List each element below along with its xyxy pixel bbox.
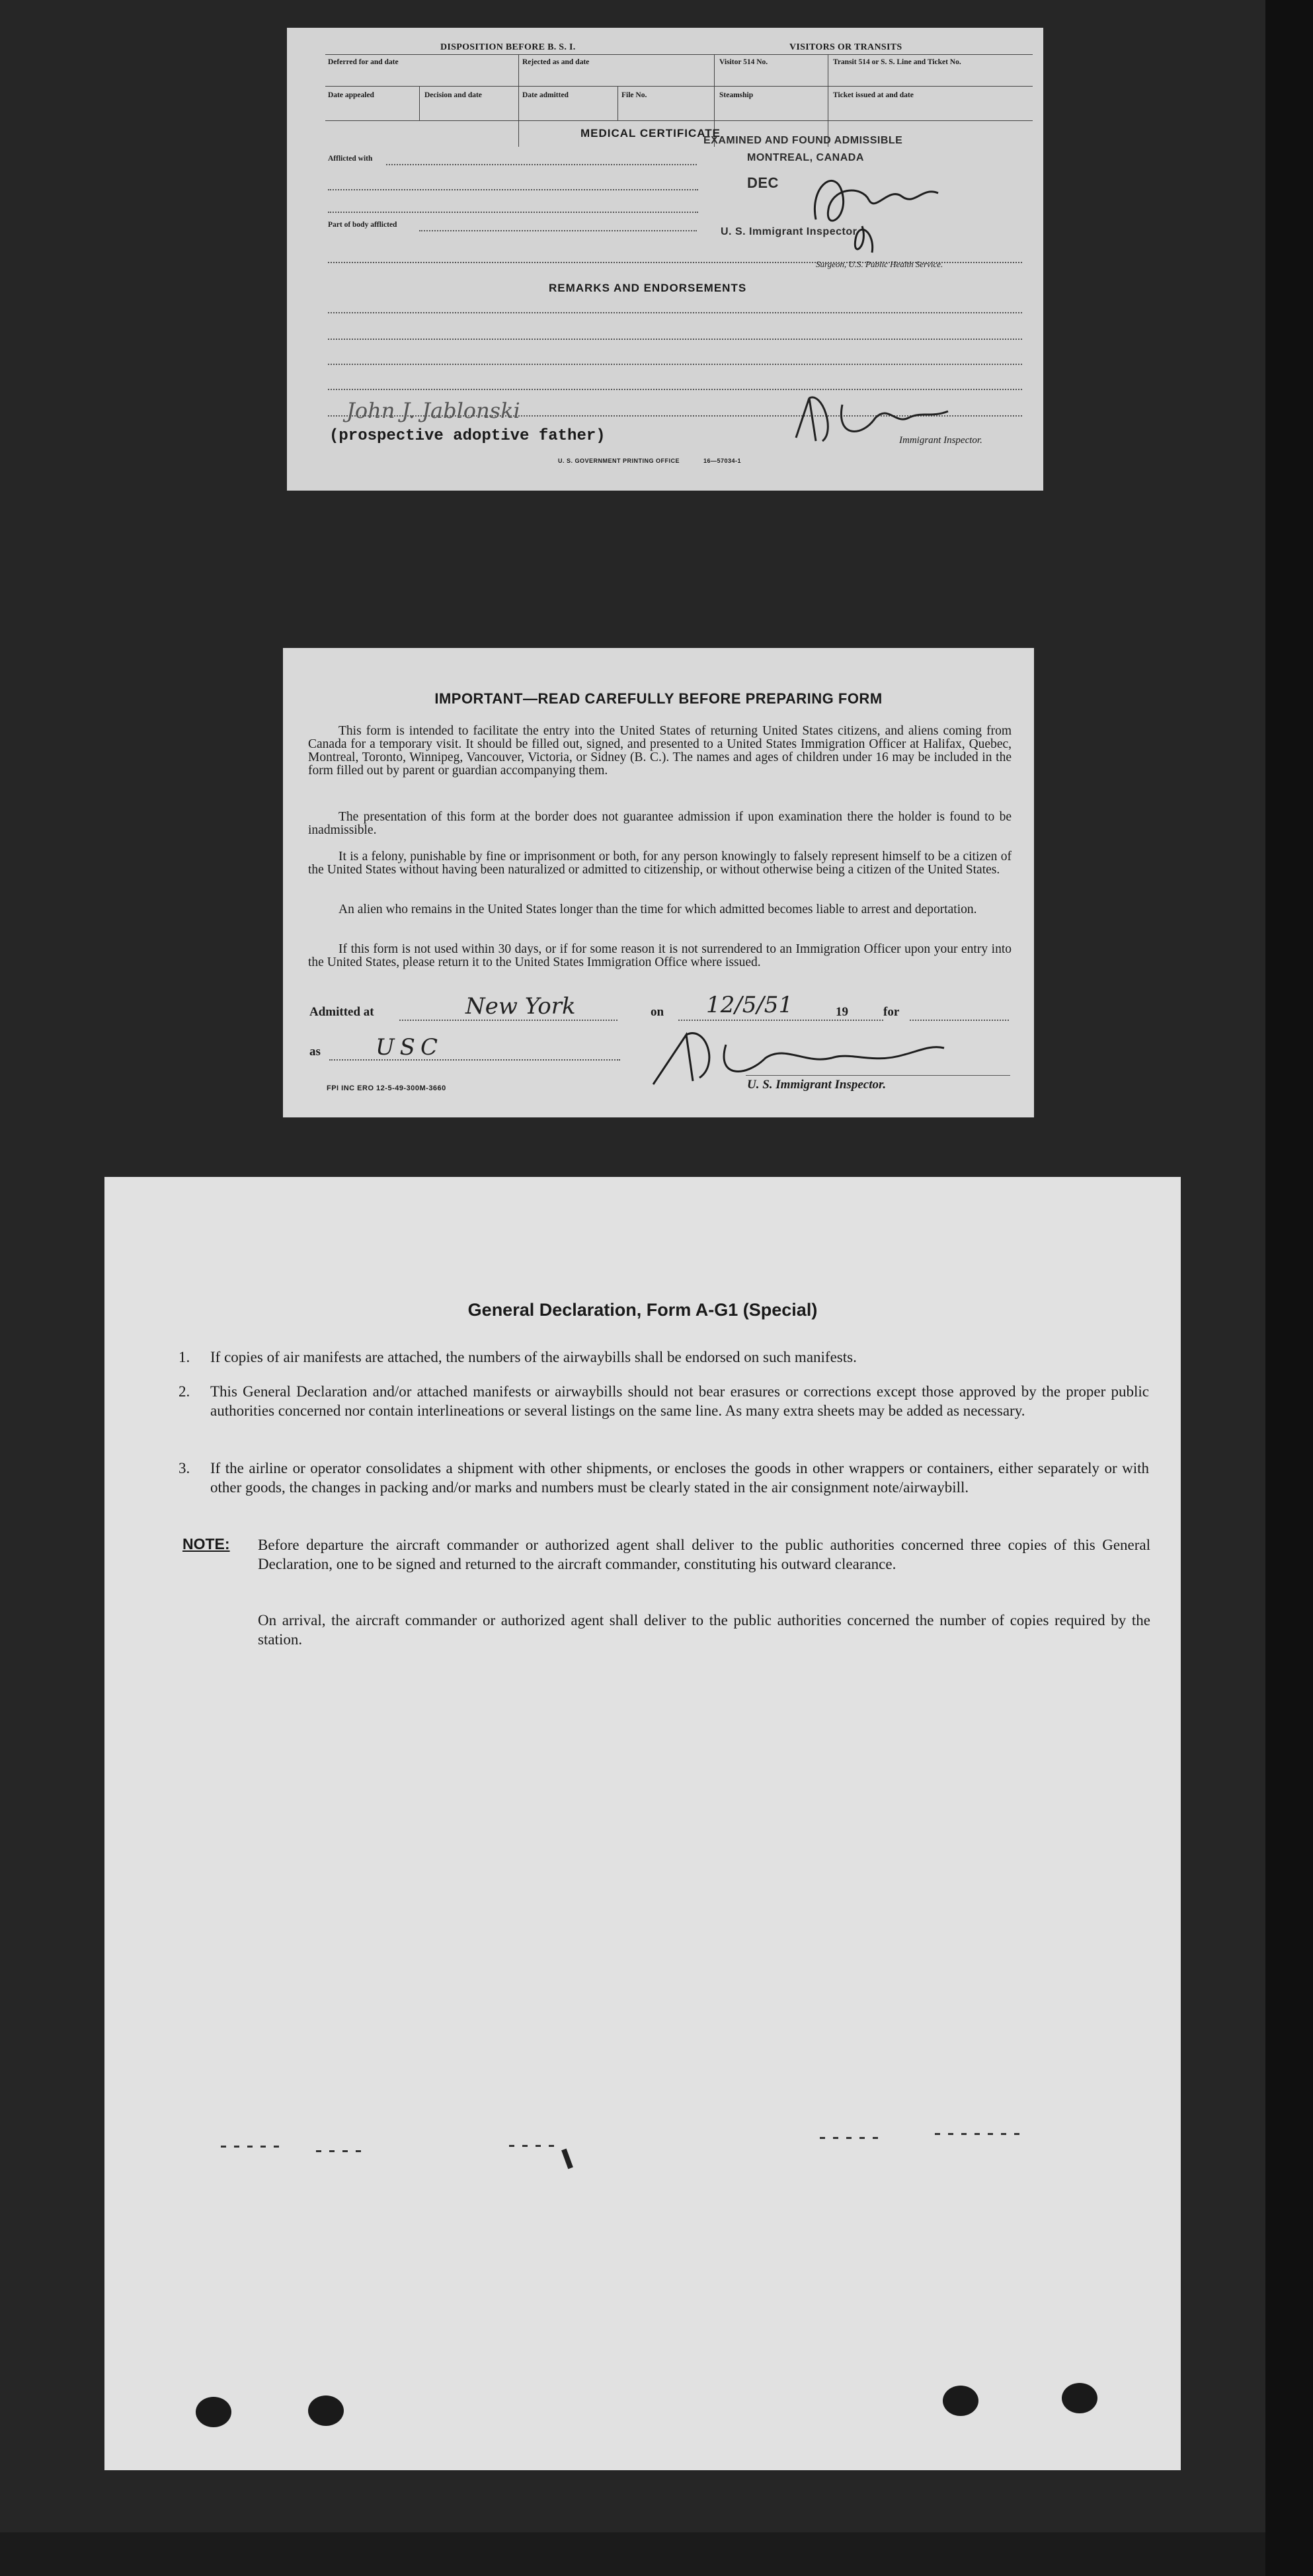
disposition-medical-card: [287, 28, 1043, 491]
admissible-stamp-line4: U. S. Immigrant Inspector: [721, 226, 857, 237]
col-divider: [617, 86, 618, 120]
paragraph-1: [308, 725, 1012, 778]
remarks-title: REMARKS AND ENDORSEMENTS: [549, 282, 747, 294]
admitted-at-value: New York: [465, 993, 576, 1020]
row-rule: [325, 86, 1033, 87]
scan-smudge: [316, 2150, 362, 2152]
footer-code: FPI INC ERO 12-5-49-300M-3660: [327, 1084, 446, 1092]
general-declaration-card: [104, 1177, 1181, 2470]
bottom-border-strip: [0, 2532, 1265, 2576]
inspector-signature-1: [789, 160, 948, 266]
visitor-514-label: Visitor 514 No.: [719, 58, 768, 66]
as-label: as: [309, 1045, 321, 1059]
paragraph-3: [308, 850, 1012, 877]
row-rule: [325, 120, 1033, 121]
item-1-text: If copies of air manifests are attached, the numbers of the airwaybills shall be endorsed on such manifests.: [210, 1349, 857, 1365]
item-1-number: 1.: [179, 1349, 190, 1365]
important-instructions-card: [283, 648, 1034, 1117]
admissible-stamp-line2: MONTREAL, CANADA: [747, 152, 864, 163]
disposition-header: DISPOSITION BEFORE B. S. I.: [440, 42, 576, 52]
scan-smudge: [221, 2146, 280, 2148]
scan-smudge: [509, 2145, 562, 2147]
scan-mark: [561, 2149, 573, 2169]
paragraph-2: [308, 811, 1012, 837]
year-suffix: 19: [836, 1005, 848, 1019]
general-declaration-title: General Declaration, Form A-G1 (Special): [467, 1300, 818, 1320]
form-code: 16—57034-1: [703, 458, 742, 464]
afflicted-label: Afflicted with: [328, 155, 373, 163]
us-immigrant-inspector-label: U. S. Immigrant Inspector.: [747, 1078, 887, 1092]
handwritten-name: John J. Jablonski: [346, 398, 520, 423]
for-label: for: [883, 1005, 900, 1019]
paragraph-4-text: An alien who remains in the United States longer than the time for which admitted becomes liable to arrest and deportation.: [338, 903, 977, 916]
arrival-body: On arrival, the aircraft commander or authorized agent shall deliver to the public authorities concerned the number of copies required by the station.: [258, 1612, 1150, 1648]
printing-office-label: U. S. GOVERNMENT PRINTING OFFICE: [558, 458, 680, 464]
steamship-label: Steamship: [719, 91, 754, 99]
admissible-stamp-line1: EXAMINED AND FOUND ADMISSIBLE: [703, 135, 903, 146]
item-3-number: 3.: [179, 1460, 190, 1476]
file-no-label: File No.: [621, 91, 647, 99]
on-value: 12/5/51: [706, 992, 793, 1018]
decision-label: Decision and date: [424, 91, 482, 99]
immigrant-inspector-label: Immigrant Inspector.: [899, 435, 982, 446]
part-of-body-label: Part of body afflicted: [328, 221, 397, 229]
visitors-header: VISITORS OR TRANSITS: [789, 42, 902, 52]
rejected-label: Rejected as and date: [522, 58, 590, 66]
prospective-father-note: (prospective adoptive father): [329, 427, 606, 445]
afflicted-line: [386, 164, 697, 165]
item-3-text: If the airline or operator consolidates a shipment with other shipments, or encloses the goods in other wrappers or containers, either separately or with other goods, the changes in packing and/or marks and numbers must be clearly stated in the air consignment note/airwaybill.: [210, 1460, 1149, 1496]
header-rule: [325, 54, 1033, 55]
item-2-text: This General Declaration and/or attached manifests or airwaybills should not bear erasures or corrections except those approved by the proper public authorities concerned nor contain interlineations or several listings on the same line. As many extra sheets may be added as necessary.: [210, 1383, 1149, 1419]
admissible-stamp-line3: DEC: [747, 175, 779, 191]
as-line: [329, 1059, 620, 1061]
surgeon-label: Surgeon, U.S. Public Health Service.: [816, 259, 943, 269]
col-divider: [419, 86, 420, 120]
inspector-signature-line: [746, 1075, 1010, 1076]
ticket-issued-label: Ticket issued at and date: [833, 91, 914, 99]
punch-hole: [1062, 2383, 1097, 2413]
paragraph-5: [308, 943, 1012, 969]
col-divider: [518, 54, 519, 147]
as-value: USC: [376, 1034, 443, 1061]
date-admitted-label: Date admitted: [522, 91, 569, 99]
right-border-strip: [1265, 0, 1313, 2576]
deferred-label: Deferred for and date: [328, 58, 399, 66]
remarks-line: [328, 364, 1022, 365]
punch-hole: [308, 2395, 344, 2426]
paragraph-4: [308, 903, 1012, 916]
paragraph-1-text: This form is intended to facilitate the entry into the United States of returning United States citizens, and aliens coming from Canada for a temporary visit. It should be filled out, signed, and presented to a United States Immigration Officer at Halifax, Quebec, Montreal, Toronto, Winnipeg, Vancouver, Victoria, or Sidney (B. C.). The names and ages of children under 16 may be included in the form filled out by parent or guardian accompanying them.: [308, 724, 1012, 778]
afflicted-line-3: [328, 212, 698, 213]
important-title: IMPORTANT—READ CAREFULLY BEFORE PREPARING FORM: [434, 690, 883, 707]
scan-smudge: [935, 2133, 1021, 2135]
transit-514-label: Transit 514 or S. S. Line and Ticket No.: [833, 58, 961, 66]
paragraph-5-text: If this form is not used within 30 days, or if for some reason it is not surrendered to an Immigration Officer upon your entry into the United States, please return it to the United States Immigration Office where issued.: [308, 942, 1012, 969]
paragraph-2-text: The presentation of this form at the border does not guarantee admission if upon examination there the holder is found to be inadmissible.: [308, 810, 1012, 837]
item-2-number: 2.: [179, 1383, 190, 1400]
punch-hole: [943, 2386, 978, 2416]
afflicted-line-2: [328, 189, 698, 190]
note-label: NOTE:: [182, 1535, 230, 1552]
on-label: on: [651, 1005, 664, 1019]
remarks-line: [328, 339, 1022, 340]
punch-hole: [196, 2397, 231, 2427]
note-body: Before departure the aircraft commander or authorized agent shall deliver to the public authorities concerned three copies of this General Declaration, one to be signed and returned to the aircraft commander, constituting his outward clearance.: [258, 1537, 1150, 1572]
remarks-line: [328, 312, 1022, 313]
admitted-at-line: [399, 1020, 617, 1021]
admitted-at-label: Admitted at: [309, 1005, 374, 1019]
scan-smudge: [820, 2137, 879, 2139]
paragraph-3-text: It is a felony, punishable by fine or imprisonment or both, for any person knowingly to falsely represent himself to be a citizen of the United States without having been naturalized or admitted to citizenship, or without otherwise being a citizen of the United States.: [308, 850, 1012, 877]
date-appealed-label: Date appealed: [328, 91, 374, 99]
medical-certificate-title: MEDICAL CERTIFICATE: [580, 127, 721, 140]
part-of-body-line: [419, 230, 697, 231]
